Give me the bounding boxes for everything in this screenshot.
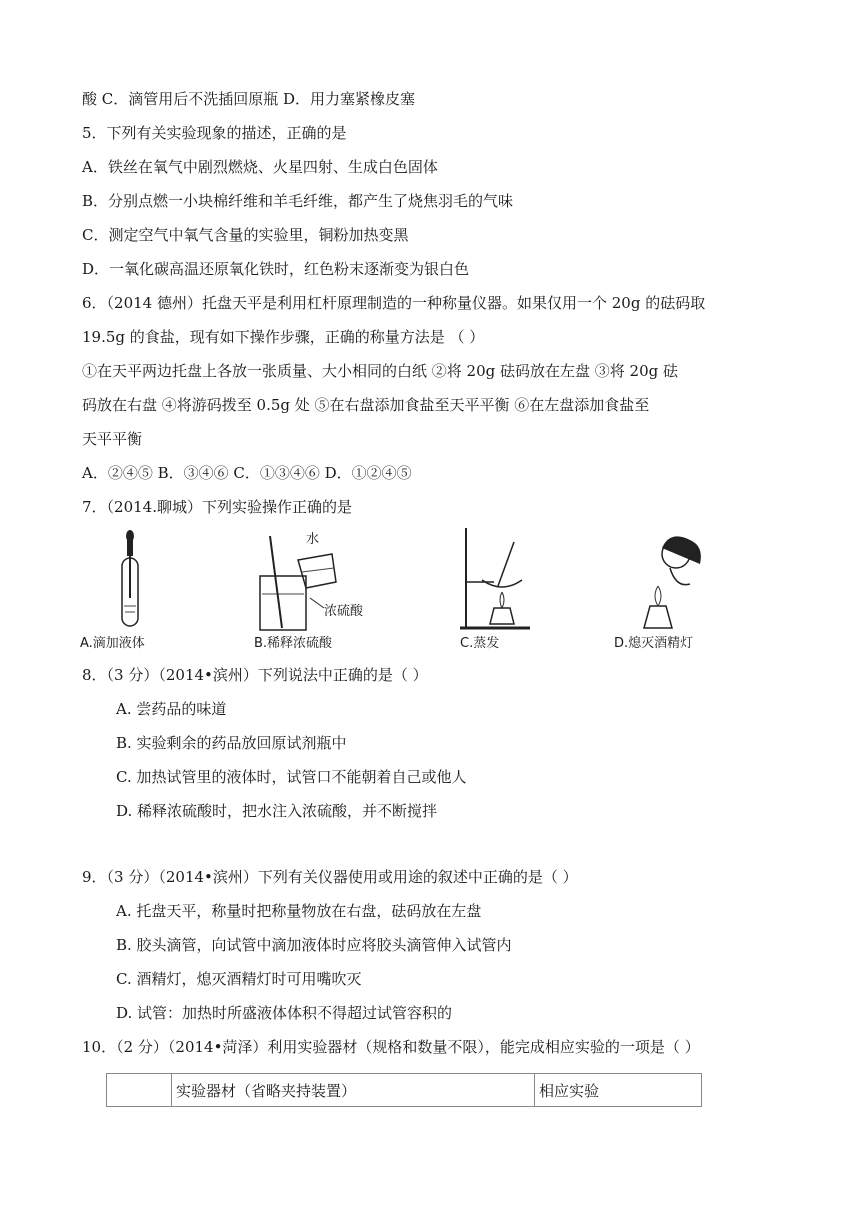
question-6-options: A．②④⑤ B．③④⑥ C．①③④⑥ D．①②④⑤	[82, 464, 412, 482]
question-9-option-c: C. 酒精灯，熄灭酒精灯时可用嘴吹灭	[116, 970, 362, 988]
q4-continued-options: 酸 C．滴管用后不洗插回原瓶 D．用力塞紧橡皮塞	[82, 90, 416, 108]
question-8-option-d: D. 稀释浓硫酸时，把水注入浓硫酸，并不断搅拌	[116, 802, 438, 820]
question-9-option-d: D. 试管：加热时所盛液体体积不得超过试管容积的	[116, 1004, 453, 1022]
question-6-steps-line3: 天平平衡	[82, 430, 143, 448]
figure-b-caption: B.稀释浓硫酸	[254, 636, 333, 651]
question-9-stem: 9．（3 分）（2014•滨州）下列有关仪器使用或用途的叙述中正确的是（ ）	[82, 868, 578, 886]
question-5-stem: 5．下列有关实验现象的描述，正确的是	[82, 124, 347, 142]
question-5-option-d: D．一氧化碳高温还原氧化铁时，红色粉末逐渐变为银白色	[82, 260, 470, 278]
figure-a-dropping-liquid	[80, 528, 190, 654]
figure-a-caption: A.滴加液体	[80, 636, 145, 651]
figure-b-diluting-acid	[250, 528, 380, 654]
question-5-option-c: C．测定空气中氧气含量的实验里，铜粉加热变黑	[82, 226, 409, 244]
evaporating-dish-drawing	[454, 528, 554, 636]
dropper-test-tube-drawing	[80, 528, 190, 636]
table-header-row	[107, 1074, 702, 1107]
figure-d-caption: D.熄灭酒精灯	[614, 636, 694, 651]
question-7-figures	[80, 528, 740, 654]
table-header-cell: 实验器材（省略夹持装置）	[172, 1074, 535, 1107]
figure-b-acid-label: 浓硫酸	[324, 604, 364, 619]
question-6-steps-line1: ①在天平两边托盘上各放一张质量、大小相同的白纸 ②将 20g 砝码放在左盘 ③将 20g 砝	[82, 362, 678, 380]
question-6-steps-line2: 码放在右盘 ④将游码拨至 0.5g 处 ⑤在右盘添加食盐至天平平衡 ⑥在左盘添加食盐至	[82, 396, 650, 414]
figure-d-extinguish-lamp	[610, 528, 740, 654]
question-9-option-a: A. 托盘天平，称量时把称量物放在右盘，砝码放在左盘	[116, 902, 482, 920]
table-header-cell: 相应实验	[535, 1074, 702, 1107]
question-5-option-b: B．分别点燃一小块棉纤维和羊毛纤维，都产生了烧焦羽毛的气味	[82, 192, 514, 210]
table-header-cell	[107, 1074, 172, 1107]
question-10-stem: 10．（2 分）（2014•菏泽）利用实验器材（规格和数量不限），能完成相应实验的一项是（ ）	[82, 1038, 700, 1056]
question-8-option-a: A. 尝药品的味道	[116, 700, 227, 718]
question-8-stem: 8．（3 分）（2014•滨州）下列说法中正确的是（ ）	[82, 666, 428, 684]
figure-c-evaporation	[454, 528, 554, 654]
question-6-stem-line2: 19.5g 的食盐，现有如下操作步骤，正确的称量方法是 （ ）	[82, 328, 485, 346]
figure-c-caption: C.蒸发	[460, 636, 500, 651]
question-8-option-b: B. 实验剩余的药品放回原试剂瓶中	[116, 734, 347, 752]
person-blowing-lamp-drawing	[610, 528, 740, 636]
question-5-option-a: A．铁丝在氧气中剧烈燃烧、火星四射、生成白色固体	[82, 158, 438, 176]
question-6-stem-line1: 6．（2014 德州）托盘天平是利用杠杆原理制造的一种称量仪器。如果仅用一个 20g 的砝码取	[82, 294, 706, 312]
question-7-stem: 7．（2014.聊城）下列实验操作正确的是	[82, 498, 352, 516]
question-8-option-c: C. 加热试管里的液体时，试管口不能朝着自己或他人	[116, 768, 467, 786]
figure-b-water-label: 水	[306, 532, 320, 547]
question-10-table	[106, 1073, 702, 1107]
question-9-option-b: B. 胶头滴管，向试管中滴加液体时应将胶头滴管伸入试管内	[116, 936, 512, 954]
